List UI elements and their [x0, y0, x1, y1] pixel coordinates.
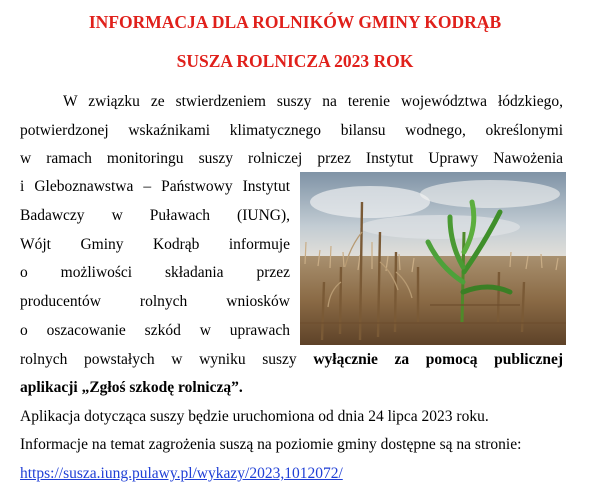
document-title: INFORMACJA DLA ROLNIKÓW GMINY KODRĄB — [88, 12, 502, 32]
paragraph-line: Wójt Gminy Kodrąb informuje — [20, 236, 290, 253]
paragraph-line: o oszacowanie szkód w uprawach — [20, 322, 290, 339]
paragraph-line — [20, 350, 563, 370]
paragraph-line: W związku ze stwierdzeniem suszy na terenie województwa łódzkiego, — [63, 93, 563, 110]
link-line — [20, 464, 343, 484]
susza-website-link[interactable]: https://susza.iung.pulawy.pl/wykazy/2023,1012072/ — [20, 465, 343, 482]
paragraph-line: Badawczy w Puławach (IUNG), — [20, 207, 290, 224]
document-subtitle: SUSZA ROLNICZA 2023 ROK — [176, 51, 414, 71]
paragraph-line: o możliwości składania przez — [20, 264, 290, 281]
launch-date-line: Aplikacja dotycząca suszy będzie uruchomiona od dnia 24 lipca 2023 roku. — [20, 408, 489, 425]
paragraph-line: w ramach monitoringu suszy rolniczej przez Instytut Uprawy Nawożenia — [20, 150, 563, 167]
paragraph-line: i Gleboznawstwa – Państwowy Instytut — [20, 178, 290, 195]
paragraph-text: rolnych powstałych w wyniku suszy — [20, 351, 297, 368]
drought-cornfield-photo — [300, 172, 566, 345]
info-line: Informacje na temat zagrożenia suszą na poziomie gminy dostępne są na stronie: — [20, 436, 522, 453]
emphasis-text: wyłącznie za pomocą publicznej — [313, 351, 563, 368]
emphasis-line: aplikacji „Zgłoś szkodę rolniczą”. — [20, 379, 243, 396]
paragraph-line: potwierdzonej wskaźnikami klimatycznego bilansu wodnego, określonymi — [20, 122, 563, 139]
paragraph-line: producentów rolnych wniosków — [20, 293, 290, 310]
